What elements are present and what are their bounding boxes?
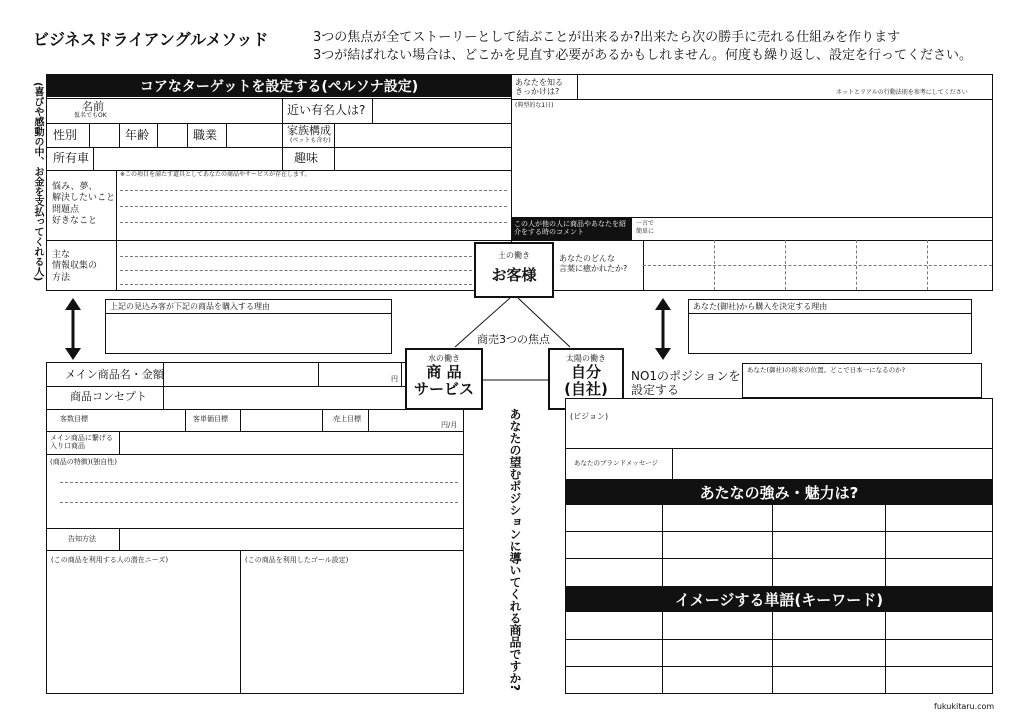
left-double-arrow-icon [62, 298, 84, 360]
worries-label: 悩み、夢、 解決したいこと 問題点 好きなこと [52, 182, 116, 226]
future-label: あなた(御社)の将来の位置。どこで日本一になるのか? [747, 366, 906, 374]
product-sub: 水の働き [428, 354, 460, 363]
entry-product-label: メイン商品に繋げる 入り口商品 [50, 434, 113, 451]
product-label-1: 商 品 [426, 363, 462, 381]
strengths-title: あたなの強み・魅力は? [566, 479, 992, 505]
customers-target-label: 客数目標 [60, 415, 88, 423]
keywords-title: イメージする単語(キーワード) [566, 586, 992, 612]
hobby-label: 趣味 [294, 151, 319, 165]
celebrity-label: 近い有名人は? [287, 103, 366, 117]
product-label-2: サービス [413, 380, 474, 399]
page-title: ビジネスドライアングルメソッド [33, 30, 269, 49]
vision-label: (ビジョン) [570, 412, 609, 421]
per-month-label: 円/月 [441, 421, 458, 429]
comment-label: この人が他の人に商品やあなたを紹介をする時のコメント [511, 218, 632, 240]
customer-sub: 土の働き [498, 251, 530, 260]
self-section [565, 398, 993, 694]
car-label: 所有車 [53, 151, 90, 165]
yen-label: 円 [391, 375, 398, 383]
family-note: (ペットも含む) [290, 137, 331, 144]
header-description-1: 3つの焦点が全てストーリーとして結ぶことが出来るか?出来たら次の勝手に売れる仕組みを作ります [313, 30, 901, 45]
self-label-2: (自社) [564, 380, 608, 399]
concept-label: 商品コンセプト [70, 390, 147, 403]
self-label-1: 自分 [570, 363, 601, 381]
info-label: 主な 情報収集の 方法 [52, 250, 98, 283]
brand-label: あなたのブランドメッセージ [574, 459, 659, 467]
name-note: 仮名でもOK [74, 112, 107, 119]
sales-target-label: 売上目標 [333, 415, 361, 423]
right-double-arrow-icon [652, 298, 674, 360]
reason-right-label: あなた(御社)から購入を決定する理由 [693, 302, 828, 311]
contact-label: あなたを知る きっかけは? [515, 78, 563, 97]
comment-sub: 一言で 簡単に [636, 220, 655, 235]
reason-left-label: 上記の見込み客が下記の商品を購入する理由 [110, 302, 270, 311]
persona-title: コアなターゲットを設定する(ペルソナ設定) [47, 75, 511, 97]
notice-label: 告知方法 [68, 535, 96, 543]
family-label: 家族構成 [287, 124, 331, 137]
center-vertical-question: あなたの望むポジションに導いてくれる商品ですか? [508, 408, 522, 691]
no1-label: NO1のポジションを 設定する [631, 369, 741, 398]
typical-day-label: (典型的な1日) [515, 102, 554, 109]
words-label: あなたのどんな 言葉に癒かれたか? [559, 254, 628, 273]
focus-label: 商売3つの焦点 [477, 333, 550, 346]
goal-label: (この商品を利用したゴール設定) [245, 556, 349, 564]
main-product-label: メイン商品名・金額 [65, 368, 164, 381]
gender-label: 性別 [53, 128, 78, 142]
customer-label: お客様 [491, 266, 537, 284]
needs-label: (この商品を利用する人の潜在ニーズ) [51, 556, 169, 564]
name-label: 名前 [82, 100, 104, 113]
features-label: (商品の特徴)(独自性) [50, 458, 117, 466]
self-sub: 太陽の働き [566, 354, 606, 363]
job-label: 職業 [193, 128, 218, 142]
footer-site: fukukitaru.com [934, 702, 995, 711]
worries-note: ※この項目を満たす道具としてあなたの商品やサービスが存在します。 [120, 171, 311, 178]
left-vertical-note: (喜びや感動の中、お金を支払ってくれる人) [32, 82, 43, 282]
age-label: 年齢 [125, 128, 150, 142]
product-node [405, 348, 483, 410]
header-description-2: 3つが結ばれない場合は、どこかを見直す必要があるかもしれません。何度も繰り返し、設定を行ってください。 [313, 48, 973, 63]
contact-note: ネットとリアルの行動法則を参考にしてください [836, 89, 968, 96]
unit-target-label: 客単価目標 [193, 415, 228, 423]
